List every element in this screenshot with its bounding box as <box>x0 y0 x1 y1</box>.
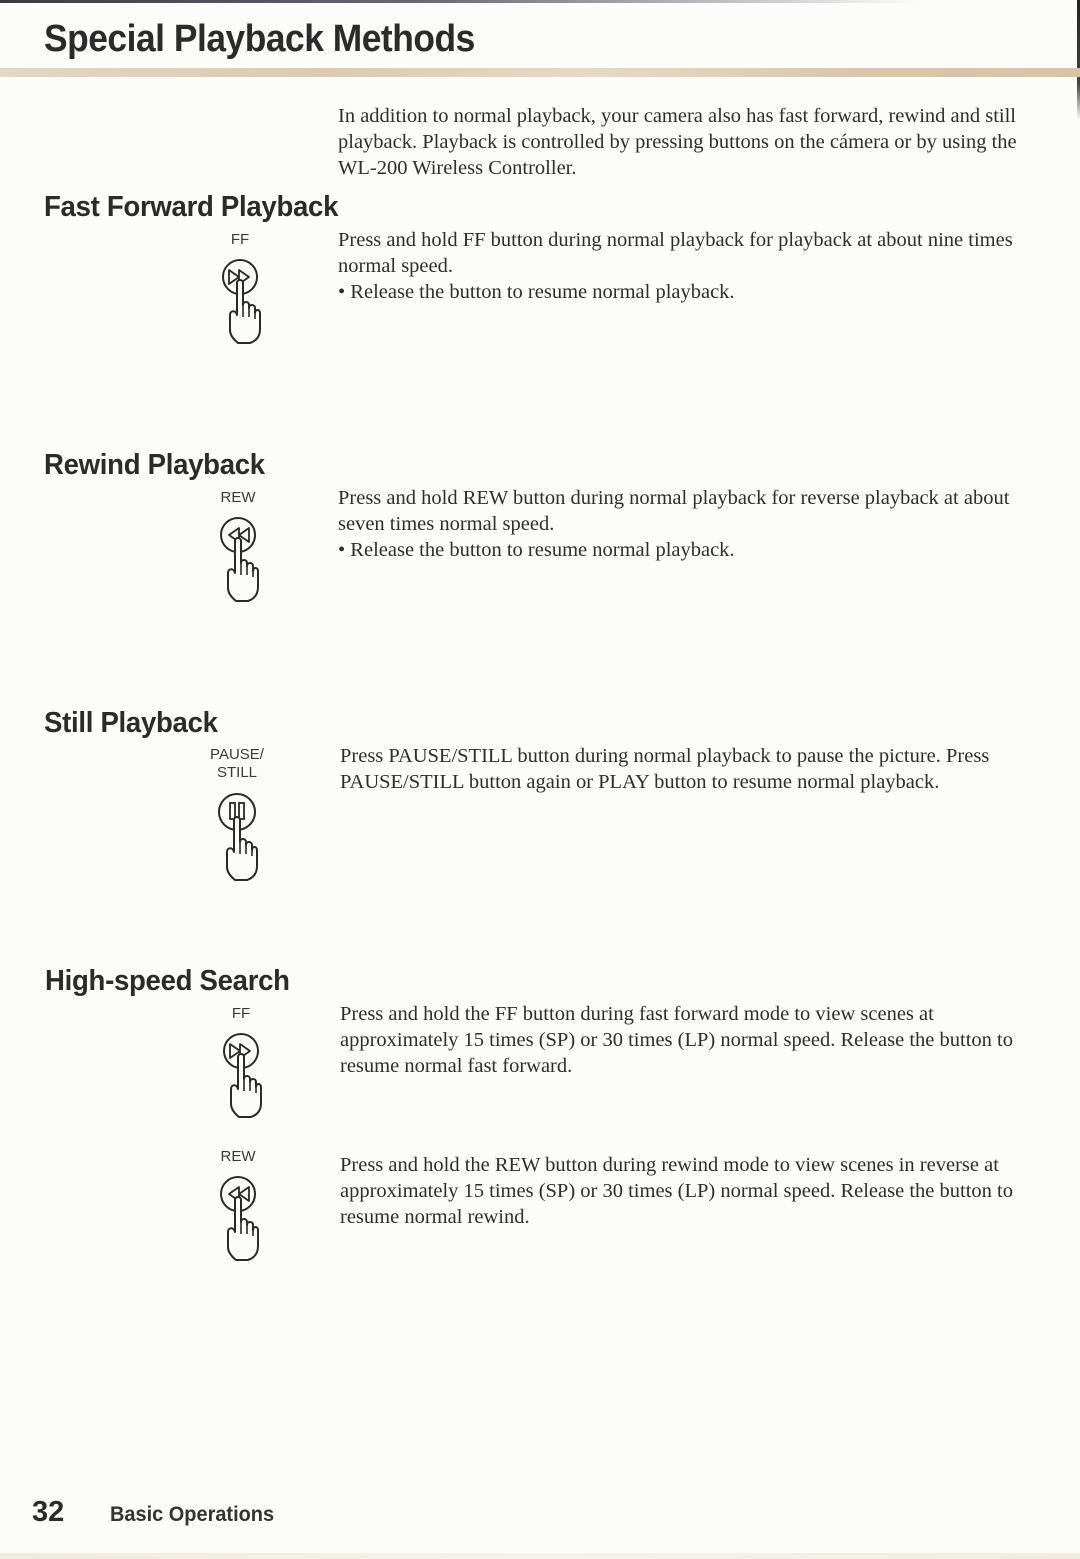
page-top-edge <box>0 0 1080 3</box>
title-accent-band <box>0 68 1080 77</box>
footer-section-name: Basic Operations <box>110 1503 275 1526</box>
rew-button-label: REW <box>220 489 256 506</box>
ff-button-illustration <box>195 231 285 345</box>
intro-paragraph <box>338 103 1028 181</box>
fast-forward-button-press-icon <box>211 1027 271 1119</box>
rew-button-illustration <box>193 489 283 603</box>
ff-instruction-text: Press and hold FF button during normal playback for playback at about nine times normal speed. <box>338 229 1013 277</box>
search-rew-instructions <box>340 1152 1030 1230</box>
section-heading-high-speed-search: High-speed Search <box>45 965 290 997</box>
pause-still-button-illustration <box>192 746 282 882</box>
section-heading-rewind: Rewind Playback <box>44 449 265 481</box>
pause-button-label-line1: PAUSE/ <box>210 746 264 763</box>
search-ff-button-label: FF <box>231 1005 251 1022</box>
rew-instructions <box>338 485 1038 563</box>
ff-instructions <box>338 227 1038 305</box>
rew-instruction-text: Press and hold REW button during normal playback for reverse playback at about seven times normal speed. <box>338 487 1010 535</box>
rewind-button-press-icon <box>208 1170 268 1262</box>
search-rew-button-label: REW <box>220 1148 256 1165</box>
search-rew-button-illustration <box>193 1148 283 1262</box>
still-instruction-text: Press PAUSE/STILL button during normal playback to pause the picture. Press PAUSE/STILL button again or PLAY button to resume normal playback. <box>340 745 990 793</box>
search-ff-button-illustration <box>196 1005 286 1119</box>
page-bottom-edge <box>0 1553 1080 1559</box>
ff-instruction-bullet: • Release the button to resume normal playback. <box>338 281 735 303</box>
page-number: 32 <box>32 1496 65 1528</box>
still-instructions <box>340 743 1040 795</box>
ff-button-label: FF <box>230 231 250 248</box>
page-title: Special Playback Methods <box>44 18 475 60</box>
intro-text: In addition to normal playback, your camera also has fast forward, rewind and still playback. Playback is controlled by pressing buttons on the cámera or by using the WL-200 Wireless Controller. <box>338 105 1017 179</box>
pause-button-press-icon <box>207 786 267 882</box>
section-heading-still: Still Playback <box>44 707 218 739</box>
search-ff-instructions <box>340 1001 1030 1079</box>
search-rew-instruction-text: Press and hold the REW button during rewind mode to view scenes in reverse at approximately 15 times (SP) or 30 times (LP) normal speed. Release the button to resume normal rewind. <box>340 1154 1013 1228</box>
fast-forward-button-press-icon <box>210 253 270 345</box>
section-heading-fast-forward: Fast Forward Playback <box>44 191 339 223</box>
rew-instruction-bullet: • Release the button to resume normal playback. <box>338 539 735 561</box>
rewind-button-press-icon <box>208 511 268 603</box>
search-ff-instruction-text: Press and hold the FF button during fast forward mode to view scenes at approximately 15 times (SP) or 30 times (LP) normal speed. Release the button to resume normal fast forward. <box>340 1003 1013 1077</box>
pause-button-label-line2: STILL <box>216 764 258 781</box>
